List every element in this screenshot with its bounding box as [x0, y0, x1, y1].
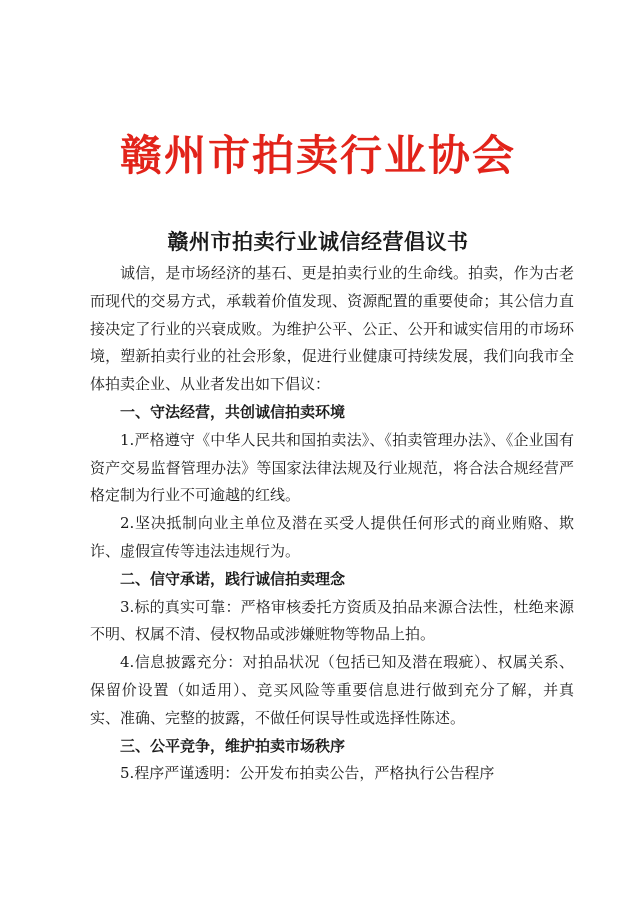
section-heading-1: 一、守法经营，共创诚信拍卖环境 — [120, 402, 346, 421]
section-item: 2.坚决抵制向业主单位及潜在买受人提供任何形式的商业贿赂、欺诈、虚假宣传等违法违规行为。 — [90, 514, 574, 560]
section-item: 1.严格遵守《中华人民共和国拍卖法》、《拍卖管理办法》、《企业国有资产交易监督管理办法》等国家法律法规及行业规范，将合法合规经营严格定制为行业不可逾越的红线。 — [90, 430, 574, 505]
section-heading-3: 三、公平竞争，维护拍卖市场秩序 — [120, 736, 346, 755]
section-heading-2: 二、信守承诺，践行诚信拍卖理念 — [120, 569, 346, 588]
document-body — [90, 260, 574, 788]
document-title: 赣州市拍卖行业诚信经营倡议书 — [167, 229, 469, 254]
intro-paragraph: 诚信，是市场经济的基石、更是拍卖行业的生命线。拍卖，作为古老而现代的交易方式，承载着价值发现、资源配置的重要使命；其公信力直接决定了行业的兴衰成败。为维护公平、公正、公开和诚实信用的市场环境，塑新拍卖行业的社会形象，促进行业健康可持续发展，我们向我市全体拍卖企业、从业者发出如下倡议： — [90, 264, 574, 394]
section-item: 3.标的真实可靠：严格审核委托方资质及拍品来源合法性，杜绝来源不明、权属不清、侵权物品或涉嫌赃物等物品上拍。 — [90, 597, 574, 644]
section-item: 4.信息披露充分：对拍品状况（包括已知及潜在瑕疵）、权属关系、保留价设置（如适用）、竞买风险等重要信息进行做到充分了解，并真实、准确、完整的披露，不做任何误导性或选择性陈述。 — [90, 653, 574, 727]
letterhead-org-name: 赣州市拍卖行业协会 — [119, 131, 516, 180]
section-item: 5.程序严谨透明：公开发布拍卖公告，严格执行公告程序 — [120, 764, 495, 783]
